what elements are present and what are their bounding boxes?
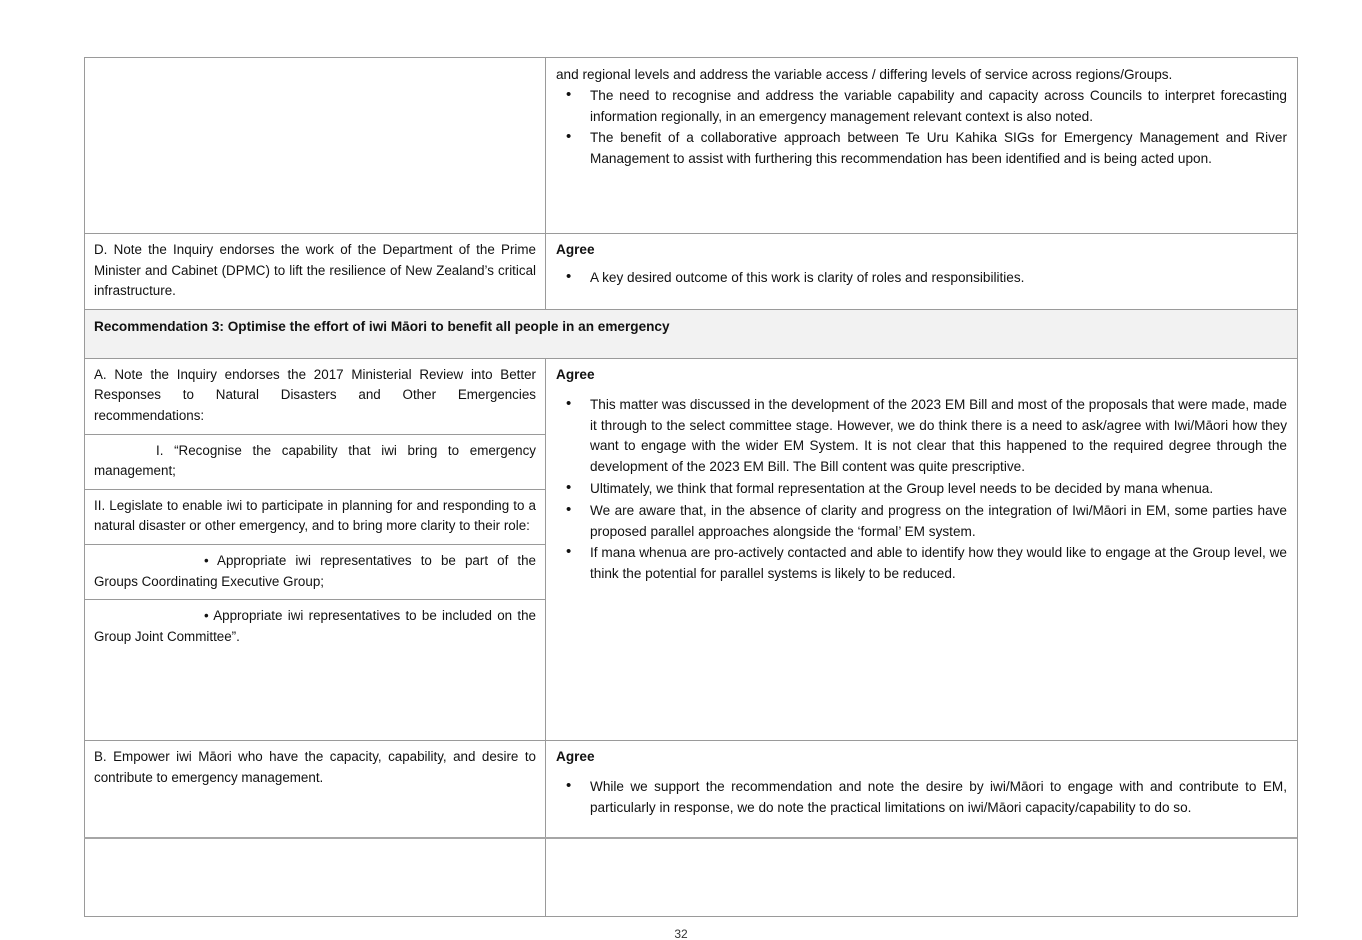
list-item: • If mana whenua are pro-actively contacted and able to identify how they would like to engage at the Group level, we think the potential for parallel systems is likely to be reduced. [556, 543, 1287, 585]
footer-divider [84, 837, 1297, 839]
row-b-left-cell [85, 741, 546, 917]
response-heading: Agree [556, 366, 595, 382]
sub-row [85, 600, 545, 741]
row-b-right-cell [546, 741, 1298, 917]
row-a-right-cell [546, 358, 1298, 741]
row-d-left-cell [85, 234, 546, 310]
table-row [85, 741, 1298, 917]
row-a-sub-item-4-cell [85, 600, 545, 741]
sub-row [85, 434, 545, 489]
bullet-list [556, 268, 1287, 289]
row-c-right-cell [546, 58, 1298, 234]
row-a-sub-item-4: • Appropriate iwi representatives to be included on the Group Joint Committee”. [94, 608, 536, 644]
response-heading: Agree [556, 242, 595, 257]
row-c-left-cell [85, 58, 546, 234]
row-a-sub-item-1: I. “Recognise the capability that iwi bring to emergency management; [94, 442, 536, 479]
table-row [85, 234, 1298, 310]
table-row [85, 58, 1298, 234]
continued-paragraph: and regional levels and address the variable access / differing levels of service across regions/Groups. [556, 67, 1173, 82]
response-heading: Agree [556, 749, 595, 765]
row-b-recommendation-text: B. Empower iwi Māori who have the capacity, capability, and desire to contribute to emergency management. [94, 749, 536, 785]
list-item: • While we support the recommendation and note the desire by iwi/Māori to engage with and contribute to EM, particularly in response, we do note the practical limitations on iwi/Māori capacity/capability to do so. [556, 777, 1287, 819]
bullet-list [556, 395, 1287, 585]
row-d-right-cell [546, 234, 1298, 310]
page-number: 32 [674, 928, 688, 940]
row-a-sub-item-2: II. Legislate to enable iwi to participate in planning for and responding to a natural disaster or other emergency, and to bring more clarity to their role: [94, 497, 536, 534]
list-item: • Ultimately, we think that formal representation at the Group level needs to be decided by mana whenua. [556, 479, 1287, 500]
response-table [84, 57, 1298, 917]
recommendation-3-banner [85, 309, 1298, 358]
bullet-list [556, 86, 1287, 170]
row-a-sub-item-1-cell [85, 434, 545, 489]
row-a-sub-table [85, 359, 545, 741]
row-b-right-spacer [556, 820, 1287, 908]
list-item: • A key desired outcome of this work is clarity of roles and responsibilities. [556, 268, 1287, 289]
sub-row [85, 359, 545, 434]
row-a-intro-text: A. Note the Inquiry endorses the 2017 Ministerial Review into Better Responses to Natural Disasters and Other Emergencies recommendations: [94, 366, 536, 423]
sub-row [85, 489, 545, 544]
table-row [85, 309, 1298, 358]
list-item: • The need to recognise and address the variable capability and capacity across Councils to interpret forecasting information regionally, in an emergency management relevant context is also noted. [556, 86, 1287, 128]
row-a-sub-item-2-cell [85, 489, 545, 544]
row-d-recommendation-text: D. Note the Inquiry endorses the work of the Department of the Prime Minister and Cabinet (DPMC) to lift the resilience of New Zealand’s critical infrastructure. [94, 242, 536, 299]
list-item: • We are aware that, in the absence of clarity and progress on the integration of Iwi/Māori in EM, some parties have proposed parallel approaches alongside the ‘formal’ EM system. [556, 501, 1287, 543]
row-a-left-spacer [94, 647, 536, 733]
list-item: • This matter was discussed in the development of the 2023 EM Bill and most of the proposals that were made, made it through to the select committee stage. However, we do think there is a need to ask/agree with Iwi/Māori how they want to engage with the wider EM System. It is not clear that this happened to the required degree through the development of the 2023 EM Bill. The Bill content was quite prescriptive. [556, 395, 1287, 478]
sub-row [85, 544, 545, 599]
row-a-sub-item-3: • Appropriate iwi representatives to be part of the Groups Coordinating Executive Group; [94, 552, 536, 589]
recommendation-3-title: Recommendation 3: Optimise the effort of iwi Māori to benefit all people in an emergency [94, 318, 670, 334]
row-a-left-cell [85, 358, 546, 741]
table-row [85, 358, 1298, 741]
row-a-sub-item-3-cell [85, 544, 545, 599]
row-b-left-spacer [94, 789, 536, 909]
bullet-list [556, 777, 1287, 819]
row-a-intro-cell [85, 359, 545, 434]
list-item: • The benefit of a collaborative approach between Te Uru Kahika SIGs for Emergency Management and River Management to assist with furthering this recommendation has been identified and is being acted upon. [556, 128, 1287, 170]
